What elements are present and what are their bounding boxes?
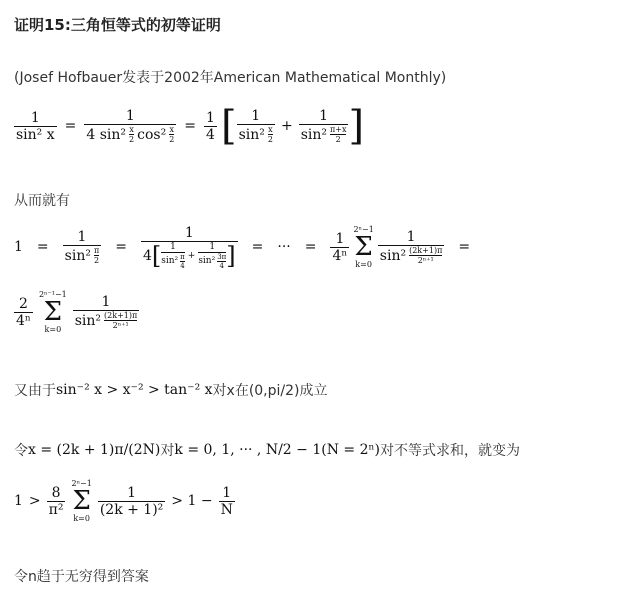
eq1-mid-fraction xyxy=(84,108,176,144)
eq1-two-b: 2 xyxy=(169,135,175,144)
eq2-inner-a xyxy=(161,242,185,270)
equation-4 xyxy=(14,470,235,532)
eq3-frac-sum-sin2: sin² xyxy=(74,312,102,329)
eq2-inner-b-four: 4 xyxy=(219,261,224,270)
eq3-den: 4ⁿ xyxy=(16,312,31,329)
let-line xyxy=(14,440,520,460)
eq2-lhs: 1 xyxy=(14,239,23,255)
eq4-1n-den: N xyxy=(220,501,233,518)
eq4-gt: > xyxy=(28,493,41,509)
eq4-rhs: > 1 − xyxy=(171,493,213,509)
for-expr: k = 0, 1, ··· , N/2 − 1(N = 2ⁿ) xyxy=(174,442,381,458)
eq3-sigma: Σ xyxy=(43,297,63,327)
attribution-line: (Josef Hofbauer发表于2002年American Mathematical Monthly) xyxy=(14,70,447,86)
eq2-inner-a-pi: π xyxy=(180,252,185,261)
eq2-dots: ··· xyxy=(277,239,291,255)
eq2-inner-b-den xyxy=(198,253,226,270)
eq3-sum-bottom: k=0 xyxy=(44,325,62,334)
eq2-frac-2-rbracket: ] xyxy=(226,241,236,270)
eq3-argnum: (2k+1)π xyxy=(104,311,138,320)
eq2-frac-sum-den xyxy=(378,246,445,265)
eq2-inner-a-den xyxy=(161,253,185,270)
eq2-frac-sum xyxy=(378,229,445,265)
eq4-eight: 8 xyxy=(51,484,61,501)
eq1-term-a-two: 2 xyxy=(267,135,273,144)
eq1-term-a-arg xyxy=(268,125,273,144)
eq4-frac-sum xyxy=(98,485,165,518)
proof-title: 证明15:三角恒等式的初等证明 xyxy=(14,16,221,34)
eq2-frac-sum-argnum: (2k+1)π xyxy=(409,246,443,255)
eq1-term-a-sin2: sin² xyxy=(238,126,265,143)
eq2-frac-sum-num: 1 xyxy=(406,229,416,245)
eq2-frac-1-two: 2 xyxy=(94,256,100,265)
eq2-frac-2 xyxy=(141,225,238,270)
eq1-term-a xyxy=(237,108,275,144)
eq1-term-a-num: 1 xyxy=(251,108,261,124)
eq2-frac-1 xyxy=(63,229,102,265)
eq4-frac-sum-den: (2k + 1)² xyxy=(99,501,164,518)
eq3-frac-sum-arg xyxy=(104,311,137,330)
eq3-frac-2-4n xyxy=(14,296,33,329)
eq1-cos2: cos² xyxy=(137,126,167,143)
eq2-frac-4n-num: 1 xyxy=(335,230,345,247)
eq1-left-bracket: [ xyxy=(220,103,237,149)
eq4-1n-num: 1 xyxy=(222,484,232,501)
eq1-lhs-num: 1 xyxy=(30,109,40,126)
eq1-term-b-arg xyxy=(330,125,346,144)
eq2-frac-2-den xyxy=(141,242,238,270)
eq2-eq-4: = xyxy=(304,239,317,255)
eq1-four-sin: 4 sin² xyxy=(86,126,127,143)
eq1-two-a: 2 xyxy=(129,135,135,144)
eq3-frac-sum xyxy=(73,294,140,330)
eq2-frac-1-pi: π xyxy=(93,246,100,255)
eq1-equals-2: = xyxy=(184,118,197,134)
eq2-inner-b-arg xyxy=(217,253,226,270)
eq2-eq-3: = xyxy=(251,239,264,255)
since-inequality: sin⁻² x > x⁻² > tan⁻² x xyxy=(56,382,213,398)
eq2-inner-b-3pi: 3π xyxy=(217,252,227,261)
eq1-term-b-two: 2 xyxy=(335,135,341,144)
eq2-inner-b-sin2: sin² xyxy=(198,256,216,266)
eq1-term-b-pix: π+x xyxy=(329,125,347,134)
eq2-sigma: Σ xyxy=(354,232,373,262)
eq2-frac-2-four: 4 xyxy=(142,247,152,264)
since-pre: 又由于 xyxy=(14,383,56,399)
eq1-term-b-num: 1 xyxy=(319,108,329,124)
eq1-x-b: x xyxy=(169,125,174,134)
eq1-x-over-2a xyxy=(129,125,134,144)
eq1-quarter-num: 1 xyxy=(206,109,215,126)
eq2-inner-a-num: 1 xyxy=(170,241,176,252)
eq1-quarter-den: 4 xyxy=(206,126,215,143)
equation-2 xyxy=(14,218,634,276)
eq1-term-b-den xyxy=(299,125,349,144)
let-post: 对不等式求和，就变为 xyxy=(380,443,521,459)
eq4-frac-8-pi2 xyxy=(47,485,66,518)
eq1-plus: + xyxy=(280,118,293,134)
eq1-term-b-sin2: sin² xyxy=(300,126,327,143)
let-expr: x = (2k + 1)π/(2N) xyxy=(28,442,161,458)
eq3-argden: 2ⁿ⁺¹ xyxy=(112,321,129,330)
eq3-sum-top: 2ⁿ⁻¹−1 xyxy=(38,290,67,299)
eq2-inner-a-four: 4 xyxy=(180,261,185,270)
eq2-frac-sum-sin2: sin² xyxy=(379,247,407,264)
eq3-sum xyxy=(39,290,67,334)
eq2-inner-a-sin2: sin² xyxy=(161,256,179,266)
eq1-x-over-2b xyxy=(169,125,174,144)
eq2-frac-1-sin2: sin² xyxy=(64,247,91,264)
eq2-sum-bottom: k=0 xyxy=(355,260,372,269)
eq1-mid-num: 1 xyxy=(125,108,135,124)
equation-3 xyxy=(14,283,139,341)
eq1-term-a-x: x xyxy=(268,125,273,134)
let-pre: 令 xyxy=(14,443,28,459)
eq4-sum-bottom: k=0 xyxy=(73,514,90,523)
eq2-frac-2-lbracket: [ xyxy=(151,241,162,270)
eq1-term-a-den xyxy=(237,125,275,144)
since-line xyxy=(14,380,328,400)
eq2-inner-b-num: 1 xyxy=(209,241,216,252)
text-from-this: 从而就有 xyxy=(14,193,70,209)
since-post: 对x在(0,pi/2)成立 xyxy=(212,383,328,399)
eq1-quarter xyxy=(204,110,217,143)
eq2-eq-5: = xyxy=(458,239,471,255)
eq1-mid-den xyxy=(84,125,176,144)
eq2-frac-2-num: 1 xyxy=(184,224,194,241)
eq2-sum-top: 2ⁿ−1 xyxy=(353,225,374,234)
eq2-eq-2: = xyxy=(115,239,127,255)
eq3-frac-sum-den xyxy=(73,311,140,330)
eq3-frac-sum-num: 1 xyxy=(101,294,111,310)
eq2-inner-a-arg xyxy=(180,253,185,270)
eq2-frac-1-arg xyxy=(94,246,99,265)
eq1-term-b xyxy=(299,108,349,144)
eq1-right-bracket: ] xyxy=(348,103,365,149)
let-for: 对 xyxy=(160,443,175,459)
eq2-frac-1-den xyxy=(63,246,102,265)
eq2-inner-plus: + xyxy=(187,250,196,261)
eq2-frac-sum-arg xyxy=(409,246,442,265)
equation-1 xyxy=(14,98,364,154)
eq2-frac-1-num: 1 xyxy=(77,229,87,245)
eq2-frac-sum-argden: 2ⁿ⁺¹ xyxy=(417,256,434,265)
text-final: 令n趋于无穷得到答案 xyxy=(14,569,149,585)
eq2-inner-b xyxy=(198,242,226,270)
eq1-equals-1: = xyxy=(64,118,77,134)
eq2-eq-1: = xyxy=(36,239,49,255)
eq1-lhs-den: sin² x xyxy=(16,126,55,143)
eq4-frac-1-N xyxy=(219,485,235,518)
eq2-frac-4n xyxy=(330,231,349,264)
eq4-one: 1 xyxy=(14,493,23,509)
eq4-sigma: Σ xyxy=(72,486,91,516)
eq2-sum xyxy=(353,225,373,269)
eq1-lhs-fraction xyxy=(14,110,57,143)
eq4-sum-top: 2ⁿ−1 xyxy=(71,479,92,488)
eq4-sum xyxy=(71,479,91,523)
eq3-num: 2 xyxy=(19,295,28,312)
eq4-pi2: π² xyxy=(48,501,64,518)
eq1-x-a: x xyxy=(129,125,134,134)
eq4-frac-sum-num: 1 xyxy=(127,484,137,501)
eq2-frac-4n-den: 4ⁿ xyxy=(332,247,348,264)
